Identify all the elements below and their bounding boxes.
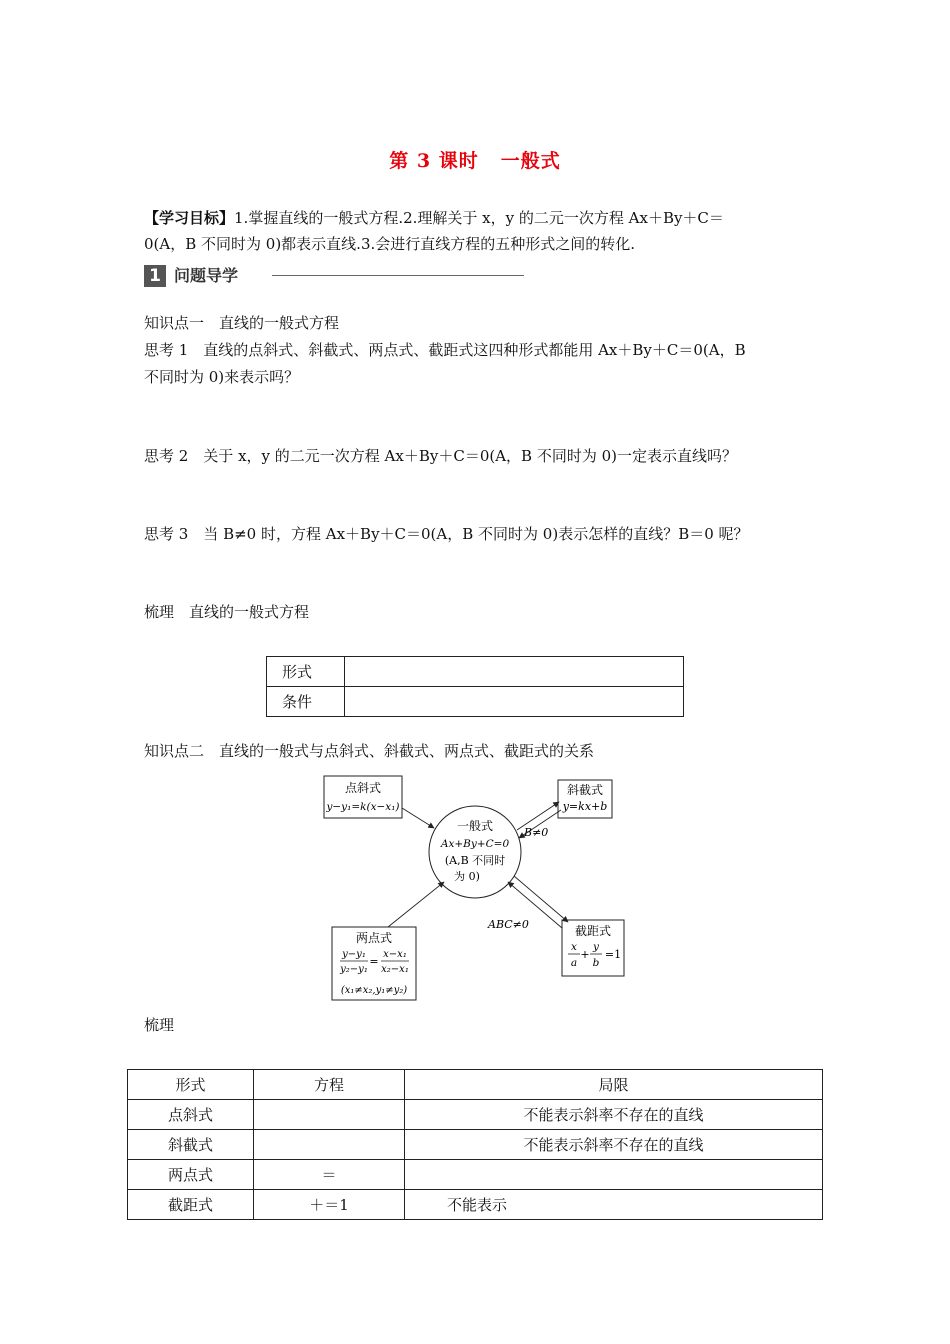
table-cell-form-value — [345, 657, 684, 687]
cell-limitation: 不能表示 — [405, 1190, 823, 1220]
section-divider — [272, 275, 524, 276]
cell-equation: ＋＝1 — [254, 1190, 405, 1220]
two-point-name: 两点式 — [355, 931, 393, 945]
think-3: 思考 3 当 B≠0 时，方程 Ax＋By＋C＝0(A，B 不同时为 0)表示怎样的直线？B＝0 呢？ — [144, 525, 749, 543]
intercept-b: b — [592, 957, 600, 969]
cell-equation — [254, 1100, 405, 1130]
general-form-condition-1: (A,B 不同时 — [444, 854, 506, 867]
think-1-line-2: 不同时为 0)来表示吗？ — [144, 368, 300, 386]
general-form-condition-2: 为 0) — [454, 870, 480, 883]
relation-diagram — [320, 772, 630, 1004]
point-slope-equation: y−y₁=k(x−x₁) — [326, 801, 400, 813]
cell-limitation: 不能表示斜率不存在的直线 — [405, 1130, 823, 1160]
page-title: 第 3 课时 一般式 — [389, 150, 561, 172]
table-row — [128, 1160, 823, 1190]
two-point-left-numerator: y−y₁ — [342, 949, 366, 960]
objectives-label: 【学习目标】 — [144, 209, 235, 227]
knowledge-point-2-heading: 知识点二 直线的一般式与点斜式、斜截式、两点式、截距式的关系 — [144, 742, 595, 760]
objectives-line-1: 【学习目标】1.掌握直线的一般式方程.2.理解关于 x，y 的二元一次方程 Ax＋By＋C＝ — [144, 209, 724, 227]
slope-intercept-name: 斜截式 — [566, 783, 604, 797]
objectives-line-2: 0(A，B 不同时为 0)都表示直线.3.会进行直线方程的五种形式之间的转化. — [144, 235, 636, 253]
cell-limitation — [405, 1160, 823, 1190]
intercept-plus: + — [580, 948, 590, 961]
arrow-general-to-intercept — [514, 876, 568, 922]
table-header-row — [128, 1070, 823, 1100]
table-row — [267, 657, 684, 687]
general-form-table — [266, 656, 684, 717]
intercept-a: a — [570, 957, 578, 969]
arrow-point-slope-to-general — [402, 808, 434, 828]
intercept-y: y — [593, 941, 599, 953]
table-cell-condition-key: 条件 — [267, 687, 345, 717]
table-row — [128, 1100, 823, 1130]
intercept-name: 截距式 — [574, 924, 612, 938]
intercept-x: x — [571, 941, 577, 953]
cell-limitation: 不能表示斜率不存在的直线 — [405, 1100, 823, 1130]
table-cell-form-key: 形式 — [267, 657, 345, 687]
two-point-right-numerator: x−x₁ — [383, 949, 407, 960]
header-limitation: 局限 — [405, 1070, 823, 1100]
section-title: 问题导学 — [174, 266, 239, 285]
summary-2-heading: 梳理 — [144, 1016, 175, 1034]
section-number-badge: 1 — [144, 265, 166, 287]
header-equation: 方程 — [254, 1070, 405, 1100]
two-point-equals: = — [369, 955, 379, 968]
cell-equation: ＝ — [254, 1160, 405, 1190]
cell-form: 斜截式 — [128, 1130, 254, 1160]
two-point-condition: (x₁≠x₂,y₁≠y₂) — [340, 985, 408, 996]
slope-intercept-equation: y=kx+b — [562, 800, 608, 813]
table-row — [128, 1190, 823, 1220]
table-cell-condition-value — [345, 687, 684, 717]
label-b-not-zero: B≠0 — [524, 826, 549, 839]
summary-1-heading: 梳理 直线的一般式方程 — [144, 603, 310, 621]
cell-equation — [254, 1130, 405, 1160]
table-row — [267, 687, 684, 717]
cell-form: 两点式 — [128, 1160, 254, 1190]
table-row — [128, 1130, 823, 1160]
cell-form: 点斜式 — [128, 1100, 254, 1130]
point-slope-name: 点斜式 — [344, 781, 382, 795]
knowledge-point-1-heading: 知识点一 直线的一般式方程 — [144, 314, 340, 332]
header-form: 形式 — [128, 1070, 254, 1100]
label-abc-not-zero: ABC≠0 — [488, 918, 529, 931]
think-1-line-1: 思考 1 直线的点斜式、斜截式、两点式、截距式这四种形式都能用 Ax＋By＋C＝0(A，B — [144, 341, 746, 359]
cell-form: 截距式 — [128, 1190, 254, 1220]
arrow-two-point-to-general — [388, 882, 444, 927]
think-2: 思考 2 关于 x，y 的二元一次方程 Ax＋By＋C＝0(A，B 不同时为 0)一定表示直线吗？ — [144, 447, 738, 465]
general-form-equation: Ax+By+C=0 — [440, 838, 510, 850]
two-point-left-denominator: y₂−y₁ — [340, 964, 368, 975]
forms-comparison-table — [127, 1069, 823, 1220]
general-form-name: 一般式 — [456, 819, 494, 833]
intercept-rhs: =1 — [604, 948, 622, 961]
two-point-right-denominator: x₂−x₁ — [381, 964, 409, 975]
